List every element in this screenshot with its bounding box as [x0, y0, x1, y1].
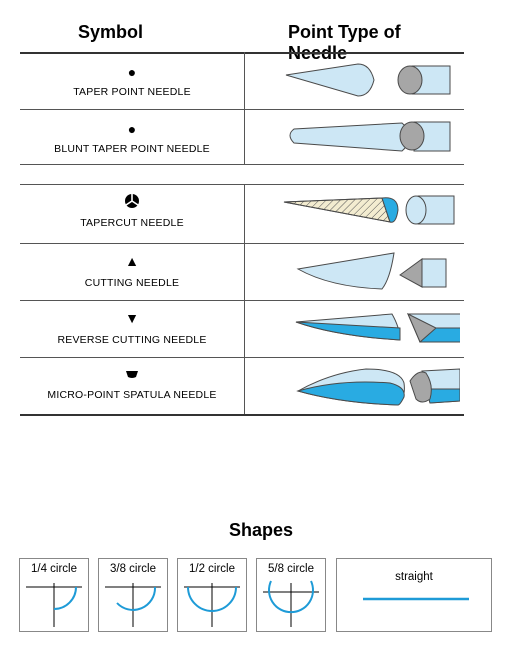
filled-circle-icon: ●	[127, 121, 137, 137]
spatula-symbol-icon	[126, 371, 138, 379]
filled-circle-icon: ●	[127, 64, 137, 80]
five-eighths-circle-shape-icon	[257, 559, 325, 631]
straight-line-shape-icon	[337, 559, 491, 631]
needle-row-cutting	[20, 243, 464, 300]
blunt-taper-point-needle-illustration	[250, 109, 460, 164]
taper-cut-symbol-icon	[124, 193, 140, 209]
needle-row-taper-point	[20, 52, 464, 109]
needle-row-micro-point-spatula	[20, 357, 464, 414]
needle-row-tapercut	[20, 184, 464, 243]
shapes-section-title: Shapes	[228, 520, 294, 540]
needle-row-blunt-taper-point	[20, 109, 464, 164]
table-bottom-border	[20, 414, 464, 416]
needle-name: CUTTING NEEDLE	[84, 277, 180, 289]
shape-label: 1/4 circle	[30, 563, 78, 575]
needle-name: BLUNT TAPER POINT NEEDLE	[54, 143, 210, 155]
triangle-up-icon: ▲	[125, 253, 139, 269]
symbol-column-header: Symbol	[78, 22, 144, 42]
shape-half-circle	[177, 558, 247, 632]
needle-name: TAPER POINT NEEDLE	[73, 86, 191, 98]
micro-point-spatula-needle-illustration	[250, 357, 460, 414]
shape-five-eighths-circle	[256, 558, 326, 632]
shape-label: 3/8 circle	[109, 563, 157, 575]
needle-name: TAPERCUT NEEDLE	[80, 217, 184, 229]
point-type-column-header: Point Type of Needle	[288, 22, 401, 63]
three-eighths-circle-shape-icon	[99, 559, 167, 631]
cutting-needle-illustration	[250, 243, 460, 300]
shape-label: 5/8 circle	[267, 563, 315, 575]
shape-straight	[336, 558, 492, 632]
needle-name: MICRO-POINT SPATULA NEEDLE	[47, 389, 217, 401]
reverse-cutting-needle-illustration	[250, 300, 460, 357]
needle-name: REVERSE CUTTING NEEDLE	[57, 334, 207, 346]
shape-label: 1/2 circle	[188, 563, 236, 575]
needle-row-reverse-cutting	[20, 300, 464, 357]
quarter-circle-shape-icon	[20, 559, 88, 631]
row-divider	[20, 164, 464, 165]
shape-quarter-circle	[19, 558, 89, 632]
tapercut-needle-illustration	[250, 184, 460, 243]
triangle-down-icon: ▼	[125, 310, 139, 326]
shape-label: straight	[395, 571, 433, 583]
taper-point-needle-illustration	[250, 52, 460, 109]
shape-three-eighths-circle	[98, 558, 168, 632]
half-circle-shape-icon	[178, 559, 246, 631]
